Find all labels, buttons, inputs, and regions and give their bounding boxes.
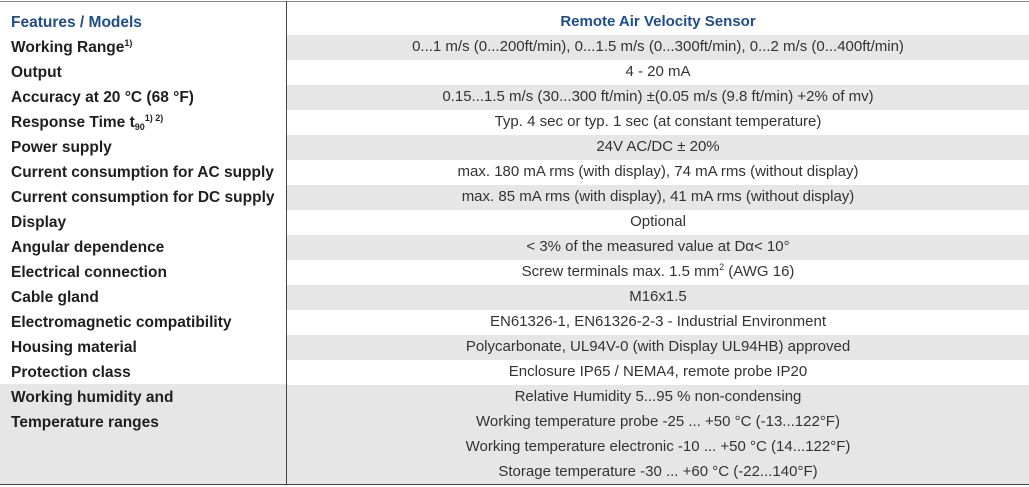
- row-label: Accuracy at 20 °C (68 °F): [11, 89, 194, 106]
- row-value: max. 180 mA rms (with display), 74 mA rms (without display): [457, 163, 859, 180]
- row-label: Electromagnetic compatibility: [11, 314, 232, 331]
- table-row: [0, 160, 1029, 185]
- environment-value: Working temperature electronic -10 ... +50 °C (14...122°F): [287, 435, 1029, 460]
- table-row: [0, 235, 1029, 260]
- row-value: 0.15...1.5 m/s (30...300 ft/min) ±(0.05 m/s (9.8 ft/min) +2% of mv): [287, 85, 1029, 110]
- table-bottom-border: [0, 484, 1029, 485]
- row-value: < 3% of the measured value at Dα< 10°: [287, 235, 1029, 260]
- row-label: Angular dependence: [11, 239, 165, 256]
- table-row: [0, 410, 1029, 435]
- row-label: Display: [11, 214, 67, 231]
- row-label: Current consumption for AC supply: [11, 164, 274, 181]
- table-row: [0, 310, 1029, 335]
- row-value: 4 - 20 mA: [625, 63, 691, 80]
- table-row: [0, 85, 1029, 110]
- row-value: 24V AC/DC ± 20%: [287, 135, 1029, 160]
- table-row: [0, 210, 1029, 235]
- environment-label-line1: Working humidity and: [11, 389, 174, 406]
- row-value: Optional: [630, 213, 686, 230]
- row-label: Cable gland: [11, 289, 99, 306]
- row-label: Electrical connection: [11, 264, 167, 281]
- table-top-border: [0, 1, 1029, 2]
- row-value: Typ. 4 sec or typ. 1 sec (at constant temperature): [494, 113, 822, 130]
- table-row: [0, 435, 1029, 460]
- table-row: [0, 335, 1029, 360]
- row-value: Enclosure IP65 / NEMA4, remote probe IP20: [508, 363, 808, 380]
- row-label-working-range: Working Range$^{1)}$: [11, 38, 133, 56]
- table-row: [0, 60, 1029, 85]
- row-label-response-time: Response Time $t_{90}^{1) 2)}$: [11, 113, 164, 132]
- table-row: [0, 460, 1029, 484]
- environment-value: Relative Humidity 5...95 % non-condensing: [287, 385, 1029, 410]
- row-label: Current consumption for DC supply: [11, 189, 275, 206]
- table-row: [0, 385, 1029, 410]
- features-models-header: Features / Models: [11, 14, 142, 31]
- row-label: Output: [11, 64, 62, 81]
- row-value: Polycarbonate, UL94V-0 (with Display UL94HB) approved: [287, 335, 1029, 360]
- column-divider: [286, 1, 287, 485]
- row-label: Protection class: [11, 364, 131, 381]
- table-row: [0, 260, 1029, 285]
- table-row: [0, 135, 1029, 160]
- table-row: [0, 285, 1029, 310]
- model-name-header: Remote Air Velocity Sensor: [560, 13, 756, 30]
- row-value-electrical-connection: Screw terminals max. 1.5 $mm^2$ (AWG 16): [521, 262, 795, 280]
- row-label: Housing material: [11, 339, 137, 356]
- table-row: [0, 35, 1029, 60]
- row-value: EN61326-1, EN61326-2-3 - Industrial Environment: [489, 313, 826, 330]
- table-row: [0, 110, 1029, 135]
- table-row: [0, 185, 1029, 210]
- environment-value: Working temperature probe -25 ... +50 °C (-13...122°F): [287, 410, 1029, 435]
- environment-value: Storage temperature -30 ... +60 °C (-22...140°F): [287, 460, 1029, 485]
- row-value: M16x1.5: [287, 285, 1029, 310]
- table-header-row: [0, 10, 1029, 35]
- row-value: 0...1 m/s (0...200ft/min), 0...1.5 m/s (0...300ft/min), 0...2 m/s (0...400ft/min): [287, 35, 1029, 60]
- row-label: Power supply: [11, 139, 112, 156]
- table-row: [0, 360, 1029, 385]
- environment-label-line2: Temperature ranges: [11, 414, 159, 431]
- row-value: max. 85 mA rms (with display), 41 mA rms (without display): [287, 185, 1029, 210]
